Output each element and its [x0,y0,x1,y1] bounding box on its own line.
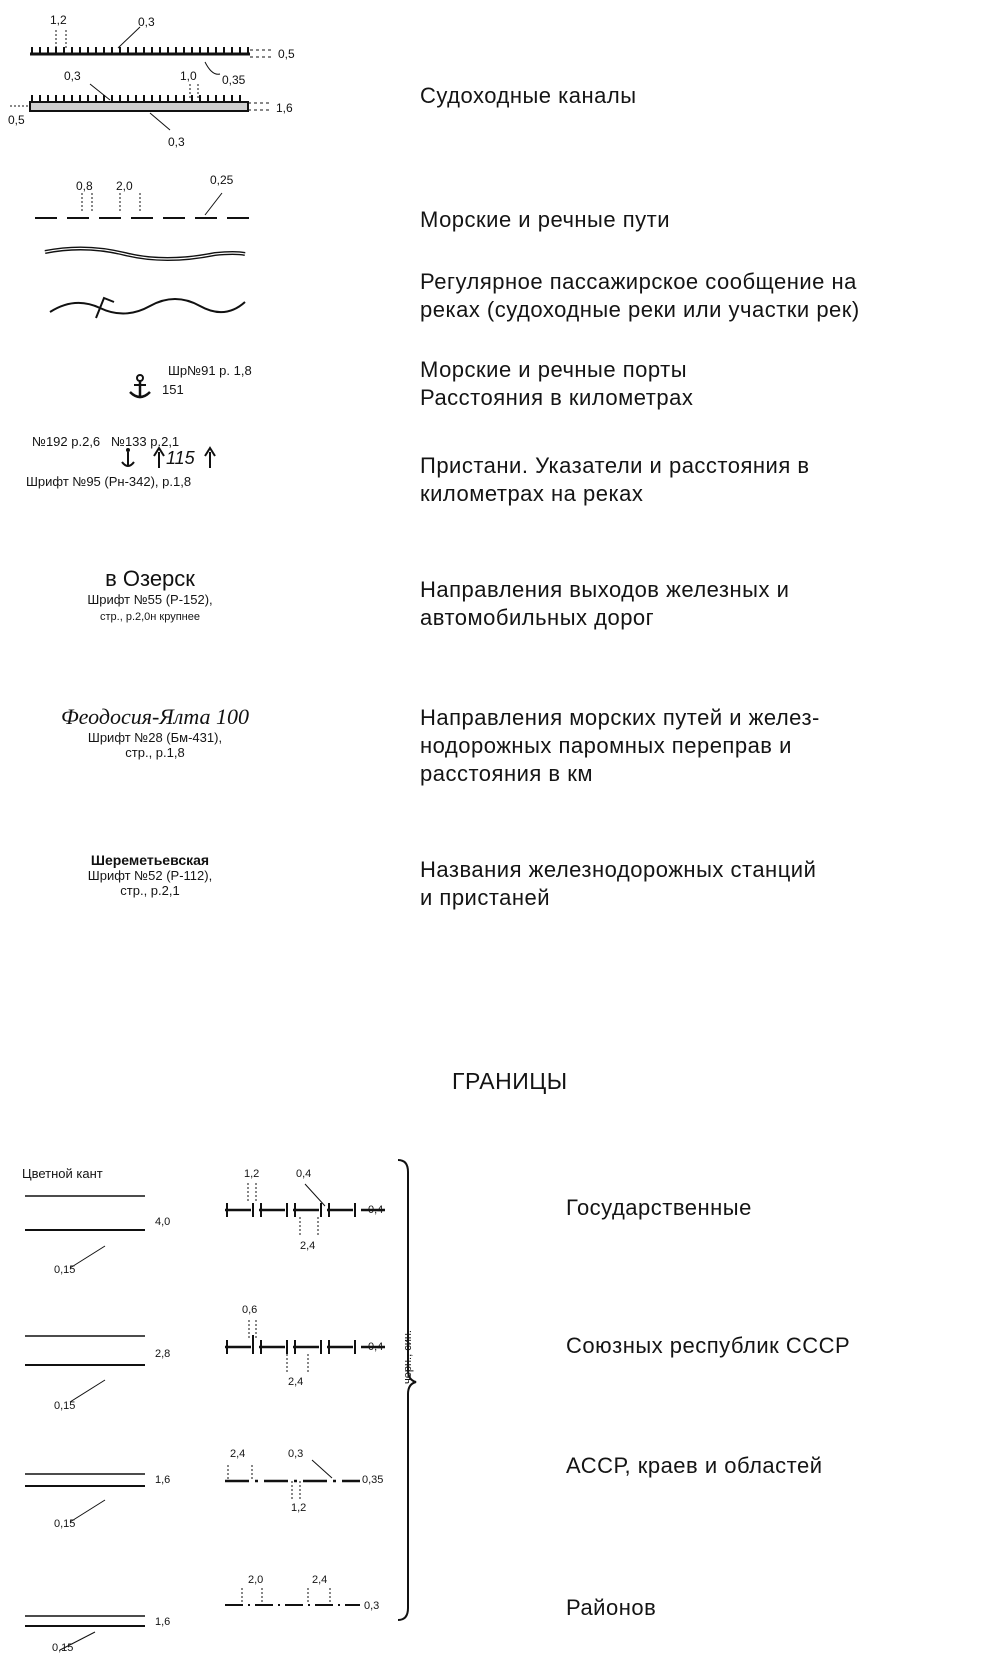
border-name-districts: Районов [566,1595,657,1620]
row4-d4: 0,3 [364,1600,380,1612]
desc-piers: Пристани. Указатели и расстояния в километрах на реках [420,453,810,506]
row2-d3: 2,4 [288,1376,304,1388]
row3-width: 1,6 [155,1474,171,1486]
route-symbol [35,173,255,259]
station-sample-title: Шереметьевская [90,852,210,868]
passenger-symbol [50,298,245,318]
border-name-union-republics: Союзных республик СССР [566,1333,851,1358]
canal-dim-i: 0,3 [168,135,185,149]
canal-dim-f: 0,35 [222,73,246,87]
pier-sample-value: 115 [166,448,195,468]
canal-dim-c: 0,5 [278,47,295,61]
bracket-label: черн., син. [402,1330,414,1384]
route-dim-c: 0,25 [210,173,234,187]
pier-sample-line1: №192 р.2,6 №133 р.2,1 [32,434,180,449]
route-dim-b: 2,0 [116,179,133,193]
desc-canals: Судоходные каналы [420,83,637,108]
canal-dim-b: 0,3 [138,15,155,29]
canal-dim-g: 0,5 [8,113,25,127]
border-name-state: Государственные [566,1195,752,1220]
row3-d3: 1,2 [291,1502,307,1514]
exit-sample [30,566,270,624]
desc-sea-routes: Направления морских путей и желез- нодорожных паромных переправ и расстояния в км [420,705,820,786]
canal-dim-h: 1,6 [276,101,293,115]
exit-sample-font: Шрифт №55 (Р-152), [87,592,213,607]
desc-ports: Морские и речные порты Расстояния в километрах [420,357,694,410]
border-row-2-symbols [25,1320,385,1402]
row1-d1: 1,2 [244,1168,260,1180]
row2-d4: 0,4 [368,1341,384,1353]
border-name-assr: АССР, краев и областей [566,1453,823,1478]
row4-width: 1,6 [155,1616,171,1628]
sea-route-sample [20,704,290,760]
row1-d3: 2,4 [300,1240,316,1252]
row4-thin: 0,15 [52,1642,74,1654]
canal-symbol-single [30,13,295,61]
sea-route-sample-font: Шрифт №28 (Бм-431), [87,730,223,745]
row3-d2: 0,3 [288,1448,304,1460]
row2-width: 2,8 [155,1348,171,1360]
kant-label: Цветной кант [22,1166,103,1181]
border-row-1-symbols [25,1183,385,1268]
border-row-4-symbols [25,1588,360,1650]
canal-dim-d: 0,3 [64,69,81,83]
exit-sample-note: стр., р.2,0н крупнее [100,611,200,623]
sea-route-sample-title: Феодосия-Ялта 100 [60,704,250,729]
desc-passenger: Регулярное пассажирское сообщение на реках (судоходные реки или участки рек) [420,269,860,322]
station-sample-font: Шрифт №52 (Р-112), [87,868,213,883]
canal-dim-e: 1,0 [180,69,197,83]
port-sample-value: 151 [162,382,184,397]
row2-d1: 0,6 [242,1304,258,1316]
row1-d2: 0,4 [296,1168,312,1180]
row3-d4: 0,35 [362,1474,384,1486]
desc-stations: Названия железнодорожных станций и пристаней [420,857,817,910]
row3-d1: 2,4 [230,1448,246,1460]
border-row-3-symbols [25,1460,360,1522]
canal-symbol-double [8,62,293,149]
anchor-icon [130,375,150,398]
canal-dim-a: 1,2 [50,13,67,27]
exit-sample-title: в Озерск [105,566,195,591]
route-dim-a: 0,8 [76,179,93,193]
row1-thin: 0,15 [54,1264,76,1276]
row1-d4: 0,4 [368,1204,384,1216]
port-sample-label: Шр№91 р. 1,8 [168,363,252,378]
section-title-borders: ГРАНИЦЫ [452,1068,568,1094]
sea-route-sample-note: стр., р.1,8 [125,745,185,760]
row1-width: 4,0 [155,1216,171,1228]
row3-thin: 0,15 [54,1518,76,1530]
pier-sample-font: Шрифт №95 (Рн-342), р.1,8 [26,474,192,489]
row4-d1: 2,0 [248,1574,264,1586]
station-sample-note: стр., р.2,1 [120,883,180,898]
row4-d2: 2,4 [312,1574,328,1586]
row2-thin: 0,15 [54,1400,76,1412]
group-bracket [398,1160,416,1620]
station-sample [30,852,270,898]
desc-exits: Направления выходов железных и автомобильных дорог [420,577,790,630]
desc-routes: Морские и речные пути [420,207,670,232]
